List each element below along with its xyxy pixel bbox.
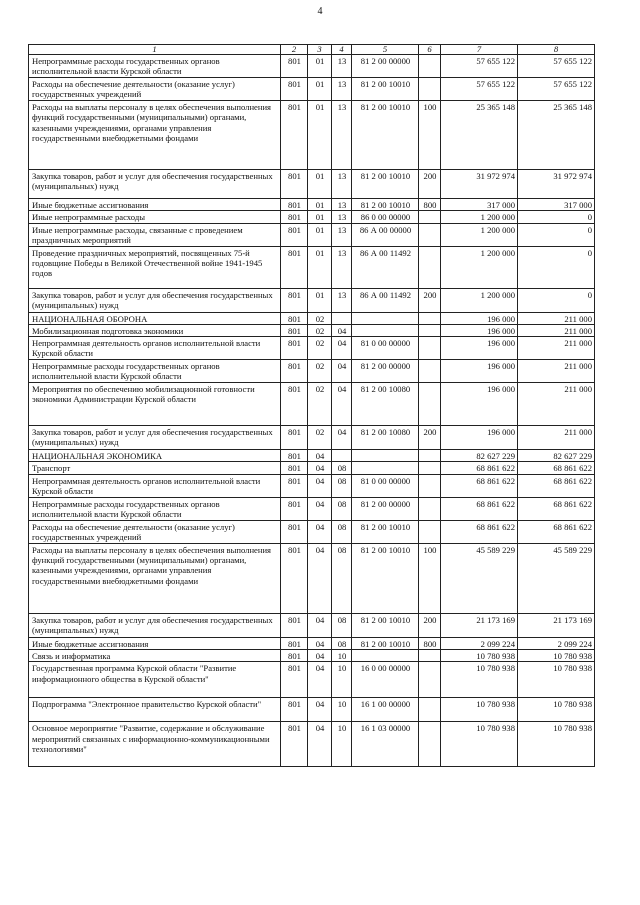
row-target-code: 81 2 00 10010 [352,78,419,101]
row-subsection-code: 08 [332,637,352,649]
row-subsection-code: 08 [332,613,352,637]
row-admin-code: 801 [281,170,308,199]
row-target-code: 86 А 00 00000 [352,223,419,246]
header-col-7: 7 [441,45,518,55]
row-amount-col8: 211 000 [518,337,595,360]
row-amount-col7: 57 655 122 [441,78,518,101]
row-subsection-code: 13 [332,211,352,223]
row-expense-type [419,698,441,722]
row-target-code: 81 2 00 10010 [352,170,419,199]
row-name: Иные непрограммные расходы, связанные с проведением праздничных мероприятий [29,223,281,246]
row-name: Закупка товаров, работ и услуг для обеспечения государственных (муниципальных) нужд [29,288,281,312]
row-subsection-code: 04 [332,360,352,383]
row-expense-type: 200 [419,170,441,199]
row-section-code: 01 [308,223,332,246]
row-admin-code: 801 [281,55,308,78]
row-amount-col7: 1 200 000 [441,211,518,223]
row-section-code: 04 [308,543,332,613]
table-row [29,288,595,312]
row-subsection-code: 08 [332,497,352,520]
row-target-code: 81 2 00 10010 [352,543,419,613]
header-row [29,45,595,55]
table-row [29,337,595,360]
row-target-code: 16 1 00 00000 [352,698,419,722]
row-expense-type [419,722,441,767]
row-section-code: 02 [308,383,332,426]
row-section-code: 04 [308,462,332,474]
table-row [29,497,595,520]
table-row [29,637,595,649]
row-target-code: 81 2 00 10010 [352,637,419,649]
row-expense-type: 100 [419,101,441,170]
row-target-code: 81 2 00 10010 [352,613,419,637]
row-admin-code: 801 [281,383,308,426]
row-amount-col7: 68 861 622 [441,497,518,520]
row-admin-code: 801 [281,337,308,360]
row-amount-col8: 211 000 [518,383,595,426]
row-amount-col8: 211 000 [518,426,595,450]
row-subsection-code: 04 [332,383,352,426]
row-subsection-code: 13 [332,223,352,246]
header-col-6: 6 [419,45,441,55]
row-expense-type [419,337,441,360]
table-row [29,383,595,426]
row-subsection-code: 13 [332,78,352,101]
header-col-4: 4 [332,45,352,55]
row-section-code: 01 [308,55,332,78]
table-row [29,246,595,288]
row-amount-col7: 21 173 169 [441,613,518,637]
row-admin-code: 801 [281,543,308,613]
row-subsection-code: 10 [332,722,352,767]
row-subsection-code: 13 [332,55,352,78]
row-section-code: 01 [308,246,332,288]
table-row [29,223,595,246]
table-row [29,722,595,767]
row-section-code: 04 [308,613,332,637]
row-admin-code: 801 [281,211,308,223]
row-amount-col8: 211 000 [518,360,595,383]
table-row [29,543,595,613]
row-amount-col8: 82 627 229 [518,450,595,462]
row-name: НАЦИОНАЛЬНАЯ ЭКОНОМИКА [29,450,281,462]
row-admin-code: 801 [281,101,308,170]
row-expense-type [419,324,441,336]
header-col-1: 1 [29,45,281,55]
row-section-code: 01 [308,170,332,199]
row-section-code: 04 [308,520,332,543]
row-name: Иные непрограммные расходы [29,211,281,223]
row-amount-col7: 25 365 148 [441,101,518,170]
row-name: Закупка товаров, работ и услуг для обеспечения государственных (муниципальных) нужд [29,170,281,199]
row-subsection-code: 08 [332,520,352,543]
row-admin-code: 801 [281,360,308,383]
row-amount-col7: 10 780 938 [441,662,518,698]
row-subsection-code: 08 [332,543,352,613]
row-expense-type [419,662,441,698]
row-name: Непрограммная деятельность органов исполнительной власти Курской области [29,474,281,497]
row-amount-col8: 0 [518,288,595,312]
row-amount-col8: 68 861 622 [518,462,595,474]
row-target-code: 81 2 00 00000 [352,360,419,383]
row-amount-col8: 21 173 169 [518,613,595,637]
row-admin-code: 801 [281,312,308,324]
row-section-code: 04 [308,637,332,649]
table-row [29,199,595,211]
row-section-code: 02 [308,337,332,360]
row-name: Расходы на выплаты персоналу в целях обеспечения выполнения функций государственными (муниципальными) органами, казенными учреждениями, органами управления государственными внебюджетными фондами [29,543,281,613]
row-amount-col7: 317 000 [441,199,518,211]
row-admin-code: 801 [281,650,308,662]
row-expense-type [419,312,441,324]
row-admin-code: 801 [281,520,308,543]
row-expense-type: 100 [419,543,441,613]
row-target-code [352,462,419,474]
row-amount-col8: 211 000 [518,312,595,324]
row-name: Мобилизационная подготовка экономики [29,324,281,336]
row-name: Расходы на обеспечение деятельности (оказание услуг) государственных учреждений [29,78,281,101]
row-amount-col7: 196 000 [441,426,518,450]
row-expense-type [419,497,441,520]
row-name: Расходы на выплаты персоналу в целях обеспечения выполнения функций государственными (муниципальными) органами, казенными учреждениями, органами управления государственными внебюджетными фондами [29,101,281,170]
row-admin-code: 801 [281,698,308,722]
row-admin-code: 801 [281,497,308,520]
row-name: Связь и информатика [29,650,281,662]
row-admin-code: 801 [281,78,308,101]
row-amount-col7: 45 589 229 [441,543,518,613]
page-number: 4 [317,6,323,17]
row-target-code: 86 0 00 00000 [352,211,419,223]
row-target-code: 81 2 00 10010 [352,520,419,543]
row-target-code: 81 0 00 00000 [352,474,419,497]
row-amount-col7: 196 000 [441,312,518,324]
row-amount-col8: 68 861 622 [518,497,595,520]
row-admin-code: 801 [281,474,308,497]
row-subsection-code [332,312,352,324]
row-expense-type [419,520,441,543]
row-name: Закупка товаров, работ и услуг для обеспечения государственных (муниципальных) нужд [29,426,281,450]
row-expense-type [419,78,441,101]
row-name: Непрограммные расходы государственных органов исполнительной власти Курской области [29,497,281,520]
row-target-code: 16 1 03 00000 [352,722,419,767]
row-name: Непрограммные расходы государственных органов исполнительной власти Курской области [29,55,281,78]
row-subsection-code [332,450,352,462]
row-expense-type [419,383,441,426]
table-row [29,101,595,170]
row-expense-type: 200 [419,288,441,312]
row-subsection-code: 08 [332,474,352,497]
row-name: Подпрограмма "Электронное правительство Курской области" [29,698,281,722]
row-section-code: 04 [308,698,332,722]
row-subsection-code: 04 [332,337,352,360]
row-amount-col7: 68 861 622 [441,474,518,497]
table-row [29,650,595,662]
row-section-code: 01 [308,288,332,312]
row-section-code: 04 [308,474,332,497]
row-amount-col8: 0 [518,246,595,288]
row-amount-col7: 10 780 938 [441,698,518,722]
row-amount-col8: 2 099 224 [518,637,595,649]
row-amount-col8: 211 000 [518,324,595,336]
header-col-8: 8 [518,45,595,55]
row-amount-col7: 196 000 [441,383,518,426]
row-amount-col7: 196 000 [441,360,518,383]
row-target-code: 81 0 00 00000 [352,337,419,360]
row-section-code: 04 [308,497,332,520]
row-amount-col8: 10 780 938 [518,722,595,767]
header-col-5: 5 [352,45,419,55]
budget-table [28,44,595,767]
row-amount-col8: 45 589 229 [518,543,595,613]
row-subsection-code: 10 [332,662,352,698]
row-name: Непрограммные расходы государственных органов исполнительной власти Курской области [29,360,281,383]
table-row [29,474,595,497]
row-name: Расходы на обеспечение деятельности (оказание услуг) государственных учреждений [29,520,281,543]
row-amount-col8: 25 365 148 [518,101,595,170]
row-amount-col8: 0 [518,211,595,223]
table-row [29,450,595,462]
row-target-code: 81 2 00 10010 [352,101,419,170]
row-expense-type [419,462,441,474]
row-name: Иные бюджетные ассигнования [29,199,281,211]
row-section-code: 04 [308,662,332,698]
row-amount-col7: 68 861 622 [441,520,518,543]
row-expense-type [419,55,441,78]
table-row [29,520,595,543]
row-target-code: 16 0 00 00000 [352,662,419,698]
row-expense-type [419,474,441,497]
row-expense-type [419,211,441,223]
row-admin-code: 801 [281,613,308,637]
row-subsection-code: 13 [332,288,352,312]
row-admin-code: 801 [281,246,308,288]
row-amount-col7: 1 200 000 [441,246,518,288]
row-amount-col7: 196 000 [441,324,518,336]
row-section-code: 02 [308,312,332,324]
row-target-code [352,324,419,336]
row-subsection-code: 13 [332,246,352,288]
row-amount-col8: 57 655 122 [518,78,595,101]
row-name: Иные бюджетные ассигнования [29,637,281,649]
row-admin-code: 801 [281,637,308,649]
row-name: Основное мероприятие "Развитие, содержание и обслуживание мероприятий связанных с информационно-коммуникационными технологиями" [29,722,281,767]
row-amount-col7: 10 780 938 [441,650,518,662]
row-target-code: 81 2 00 10080 [352,383,419,426]
table-row [29,324,595,336]
row-subsection-code: 10 [332,650,352,662]
row-subsection-code: 04 [332,324,352,336]
row-expense-type: 200 [419,426,441,450]
row-expense-type: 800 [419,637,441,649]
row-amount-col7: 1 200 000 [441,223,518,246]
row-amount-col8: 57 655 122 [518,55,595,78]
row-amount-col8: 10 780 938 [518,662,595,698]
row-section-code: 02 [308,360,332,383]
row-section-code: 02 [308,324,332,336]
table-row [29,55,595,78]
row-amount-col7: 82 627 229 [441,450,518,462]
row-admin-code: 801 [281,722,308,767]
row-name: Проведение праздничных мероприятий, посвященных 75-й годовщине Победы в Великой Отечественной войне 1941-1945 годов [29,246,281,288]
row-target-code: 81 2 00 10080 [352,426,419,450]
row-target-code: 86 А 00 11492 [352,288,419,312]
row-target-code: 86 А 00 11492 [352,246,419,288]
row-expense-type [419,360,441,383]
row-name: Закупка товаров, работ и услуг для обеспечения государственных (муниципальных) нужд [29,613,281,637]
table-row [29,211,595,223]
row-admin-code: 801 [281,426,308,450]
row-amount-col8: 31 972 974 [518,170,595,199]
table-row [29,312,595,324]
row-section-code: 04 [308,450,332,462]
row-name: Мероприятия по обеспечению мобилизационной готовности экономики Администрации Курской области [29,383,281,426]
row-section-code: 02 [308,426,332,450]
row-admin-code: 801 [281,662,308,698]
row-section-code: 01 [308,78,332,101]
row-expense-type [419,450,441,462]
table-row [29,613,595,637]
row-expense-type: 200 [419,613,441,637]
row-target-code: 81 2 00 00000 [352,55,419,78]
row-subsection-code: 13 [332,101,352,170]
row-subsection-code: 13 [332,170,352,199]
row-amount-col8: 10 780 938 [518,698,595,722]
row-expense-type: 800 [419,199,441,211]
row-admin-code: 801 [281,462,308,474]
row-subsection-code: 10 [332,698,352,722]
row-amount-col7: 2 099 224 [441,637,518,649]
row-amount-col7: 196 000 [441,337,518,360]
row-expense-type [419,246,441,288]
row-name: Государственная программа Курской области "Развитие информационного общества в Курской области" [29,662,281,698]
row-section-code: 01 [308,101,332,170]
row-amount-col7: 68 861 622 [441,462,518,474]
row-expense-type [419,223,441,246]
row-amount-col8: 10 780 938 [518,650,595,662]
row-amount-col8: 0 [518,223,595,246]
row-name: НАЦИОНАЛЬНАЯ ОБОРОНА [29,312,281,324]
row-target-code [352,650,419,662]
row-section-code: 04 [308,722,332,767]
row-section-code: 04 [308,650,332,662]
row-target-code: 81 2 00 10010 [352,199,419,211]
row-subsection-code: 08 [332,462,352,474]
table-row [29,662,595,698]
table-row [29,462,595,474]
header-col-2: 2 [281,45,308,55]
row-admin-code: 801 [281,324,308,336]
row-admin-code: 801 [281,223,308,246]
row-expense-type [419,650,441,662]
table-row [29,360,595,383]
row-amount-col7: 31 972 974 [441,170,518,199]
table-row [29,78,595,101]
row-target-code [352,450,419,462]
row-section-code: 01 [308,199,332,211]
row-amount-col7: 1 200 000 [441,288,518,312]
row-target-code [352,312,419,324]
row-subsection-code: 04 [332,426,352,450]
row-name: Непрограммная деятельность органов исполнительной власти Курской области [29,337,281,360]
row-admin-code: 801 [281,199,308,211]
row-subsection-code: 13 [332,199,352,211]
row-admin-code: 801 [281,450,308,462]
table-row [29,426,595,450]
row-amount-col7: 10 780 938 [441,722,518,767]
row-amount-col8: 68 861 622 [518,474,595,497]
table-row [29,170,595,199]
header-col-3: 3 [308,45,332,55]
row-section-code: 01 [308,211,332,223]
table-row [29,698,595,722]
row-admin-code: 801 [281,288,308,312]
row-amount-col8: 68 861 622 [518,520,595,543]
row-amount-col8: 317 000 [518,199,595,211]
row-target-code: 81 2 00 00000 [352,497,419,520]
row-amount-col7: 57 655 122 [441,55,518,78]
row-name: Транспорт [29,462,281,474]
